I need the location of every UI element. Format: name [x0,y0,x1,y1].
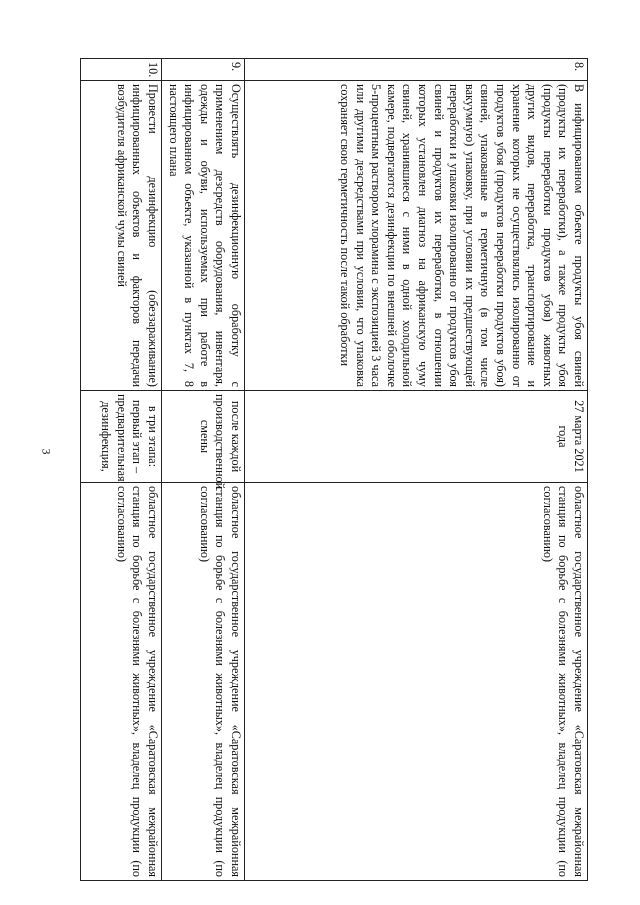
row-number: 10. [81,59,162,81]
row-term: в три этапа: первый этап – предварительная дезинфекция, [81,391,162,483]
row-action: Осуществлять дезинфекционную обработку с применением дезсредств оборудования, инвентаря, одежды и обуви, используемых при работе в инфицированном объекте, указанной в пунктах 7, 8 настоящего плана [162,81,245,391]
plan-table [80,58,588,881]
rotated-table-container [84,58,588,880]
row-number: 9. [162,59,245,81]
row-responsible: областное государственное учреждение «Саратовская межрайонная станция по борьбе с болезнями животных», владелец продукции (по согласованию) [245,483,588,881]
row-number: 8. [245,59,588,81]
table-row [162,59,245,881]
page-number: 3 [39,448,54,455]
table-row [245,59,588,881]
row-term: 27 марта 2021 года [245,391,588,483]
row-responsible: областное государственное учреждение «Саратовская межрайонная станция по борьбе с болезнями животных», владелец продукции (по согласованию) [162,483,245,881]
row-responsible: областное государственное учреждение «Саратовская межрайонная станция по борьбе с болезнями животных», владелец продукции (по согласованию) [81,483,162,881]
table-row [81,59,162,881]
row-action: В инфицированном объекте продукты убоя свиней (продукты их переработки), а также продукты убоя (продукты переработки продуктов убоя) животных других видов, переработка, транспортирование и хранение которых не осуществлялись изолированно от продуктов убоя (продуктов переработки продуктов убоя) свиней, упакованные в герметичную (в том числе вакуумную) упаковку, при условии их предшествующей переработки и упаковки изолированно от продуктов убоя свиней и продуктов их переработки, в отношении которых установлен диагноз на африканскую чуму свиней, хранившиеся с ними в одной холодильной камере, подвергаются дезинфекции по внешней оболочке 5-процентным раствором хлорамина с экспозицией 3 часа или другими дезсредствами при условии, что упаковка сохраняет свою герметичность после такой обработки [245,81,588,391]
row-term: после каждой производственной смены [162,391,245,483]
row-action: Провести дезинфекцию (обеззараживание) инфицированных объектов и факторов передачи возбудителя африканской чумы свиней [81,81,162,391]
